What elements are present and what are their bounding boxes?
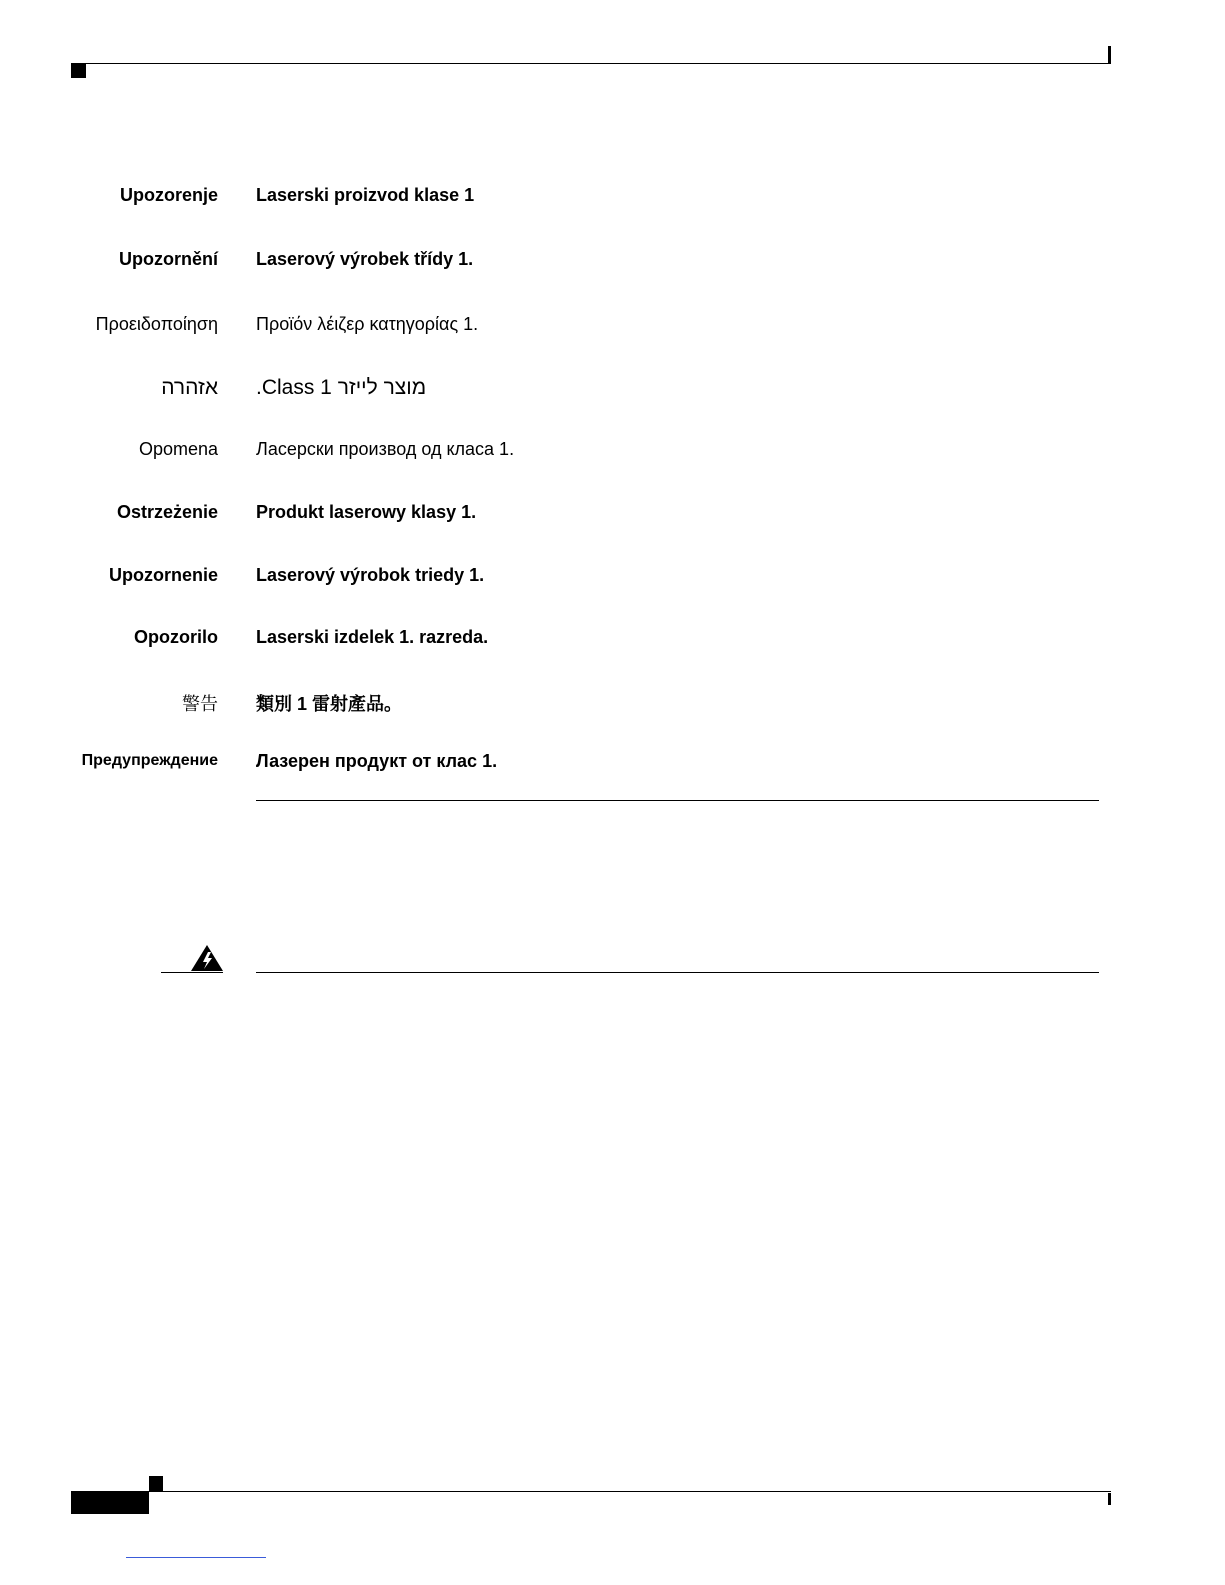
section-separator: [256, 800, 1099, 801]
warning-label: Opomena: [138, 439, 218, 459]
warning-row-croatian: [0, 180, 1225, 210]
warning-row-czech: [0, 244, 1225, 274]
warning-text: Laserski proizvod klase 1: [256, 185, 475, 205]
header-rule: [71, 63, 1111, 64]
warning-label: Upozornenie: [108, 565, 218, 585]
warning-label: אזהרה: [161, 376, 218, 399]
warning-label: 警告: [182, 694, 218, 714]
footer-corner-mark: [149, 1476, 163, 1491]
header-corner-mark: [71, 64, 86, 78]
warning-text: Προϊόν λέιζερ κατηγορίας 1.: [256, 314, 479, 334]
warning-rule: [256, 972, 1099, 973]
footer-right-tick: [1108, 1493, 1111, 1505]
warning-row-slovenian: [0, 622, 1225, 652]
warning-text: .Class 1 מוצר לייזר: [256, 376, 427, 399]
warning-row-greek: [0, 309, 1225, 339]
warning-text: Лазерен продукт от клас 1.: [256, 751, 498, 771]
warning-text: Laserový výrobok triedy 1.: [256, 565, 485, 585]
header-right-tick: [1108, 46, 1111, 64]
warning-text: 類別 1 雷射產品。: [256, 694, 403, 714]
warning-icon-underline: [161, 972, 223, 973]
warning-label: Предупреждение: [81, 752, 218, 769]
warning-text: Produkt laserowy klasy 1.: [256, 502, 477, 522]
warning-row-bulgarian: [0, 746, 1225, 776]
warning-row-slovak: [0, 560, 1225, 590]
warning-row-hebrew: [0, 373, 1225, 403]
warning-label: Upozornění: [119, 249, 218, 269]
warning-row-polish: [0, 497, 1225, 527]
warning-label: Ostrzeżenie: [116, 502, 218, 522]
footer-page-tab: [71, 1492, 149, 1514]
warning-label: Upozorenje: [119, 185, 218, 205]
warning-text: Laserový výrobek třídy 1.: [256, 249, 474, 269]
warning-triangle-icon: [190, 944, 224, 972]
warning-label: Opozorilo: [134, 627, 218, 647]
warning-text: Laserski izdelek 1. razreda.: [256, 627, 489, 647]
warning-row-macedonian: [0, 434, 1225, 464]
footer-rule: [71, 1491, 1111, 1492]
footer-link-underline: [126, 1557, 266, 1558]
warning-text: Ласерски производ од класа 1.: [256, 439, 515, 459]
warning-label: Προειδοποίηση: [95, 314, 218, 334]
warning-row-chinese: [0, 689, 1225, 719]
